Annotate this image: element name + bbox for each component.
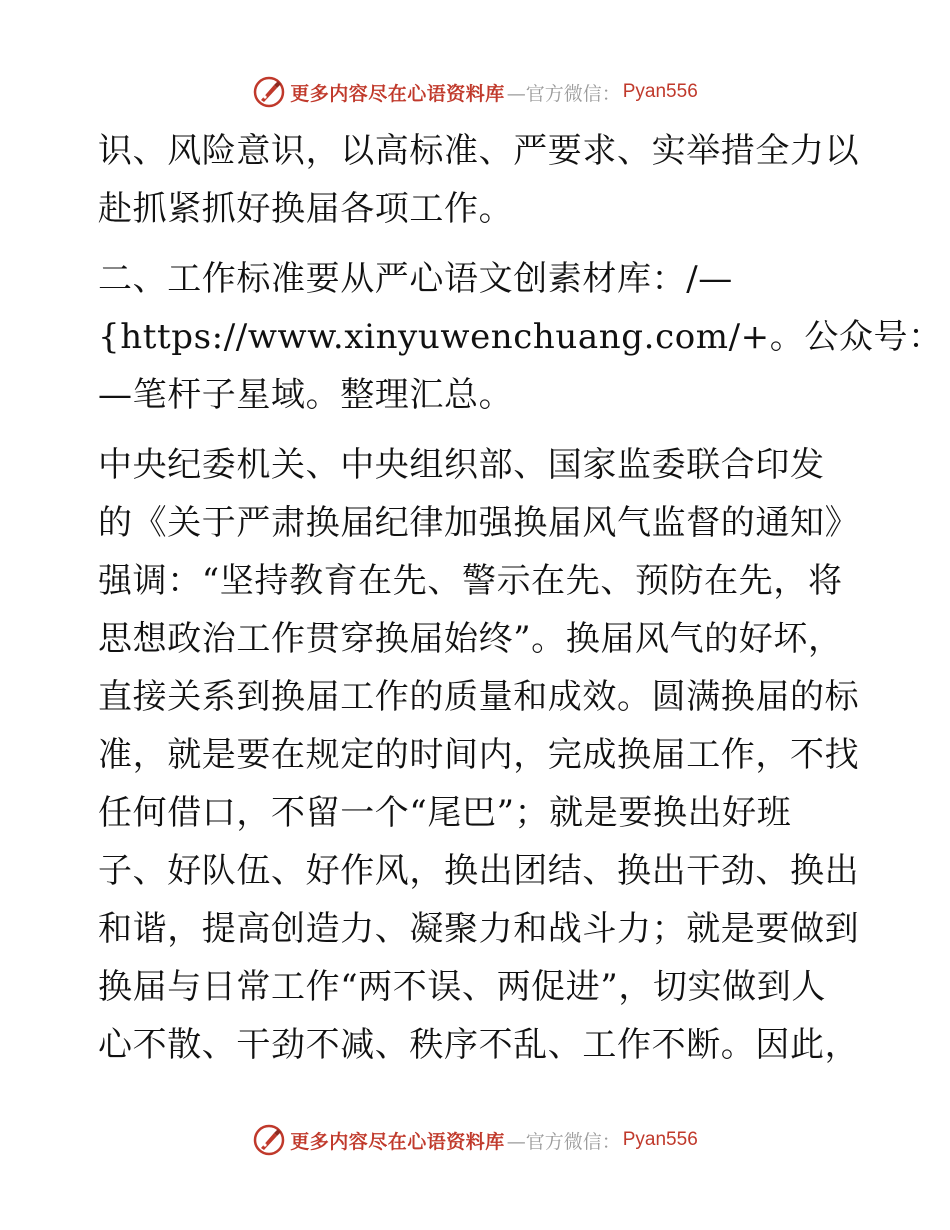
- footer-banner: [0, 1120, 950, 1160]
- text-line: 中央纪委机关、中央组织部、国家监委联合印发: [98, 445, 825, 485]
- text-line: 任何借口，不留一个“尾巴”；就是要换出好班: [98, 793, 792, 833]
- text-line: 赴抓紧抓好换届各项工作。: [98, 189, 514, 229]
- header-wechat-handle: Pyan556: [622, 81, 698, 102]
- header-wechat-label: —官方微信：: [506, 82, 621, 105]
- text-line: 子、好队伍、好作风，换出团结、换出干劲、换出: [98, 851, 860, 891]
- section-heading-line: 二、工作标准要从严心语文创素材库：/—: [98, 259, 733, 299]
- text-line: —笔杆子星域。整理汇总。: [98, 375, 514, 415]
- pen-nib-logo-icon: [252, 1123, 286, 1157]
- header-site-name: 更多内容尽在心语资料库: [290, 82, 505, 105]
- text-line: 强调：“坚持教育在先、警示在先、预防在先，将: [98, 561, 843, 601]
- text-line: 思想政治工作贯穿换届始终”。换届风气的好坏，: [98, 619, 843, 659]
- paragraph: [98, 250, 943, 424]
- text-line: 准，就是要在规定的时间内，完成换届工作，不找: [98, 735, 860, 775]
- text-line: 的《关于严肃换届纪律加强换届风气监督的通知》: [98, 503, 860, 543]
- document-body: [98, 122, 943, 1074]
- footer-wechat-label: —官方微信：: [506, 1130, 621, 1153]
- pen-nib-logo-icon: [252, 75, 286, 109]
- text-line: 识、风险意识，以高标准、严要求、实举措全力以: [98, 131, 860, 171]
- paragraph: [98, 436, 858, 1074]
- text-line: 换届与日常工作“两不误、两促进”，切实做到人: [98, 967, 826, 1007]
- text-line: 直接关系到换届工作的质量和成效。圆满换届的标: [98, 677, 860, 717]
- header-banner: [0, 72, 950, 112]
- text-line: {https://www.xinyuwenchuang.com/+。公众号：: [98, 317, 943, 357]
- paragraph: [98, 122, 858, 238]
- text-line: 和谐，提高创造力、凝聚力和战斗力；就是要做到: [98, 909, 860, 949]
- footer-wechat-handle: Pyan556: [622, 1129, 698, 1150]
- footer-site-name: 更多内容尽在心语资料库: [290, 1130, 505, 1153]
- text-line: 心不散、干劲不减、秩序不乱、工作不断。因此，: [98, 1025, 860, 1065]
